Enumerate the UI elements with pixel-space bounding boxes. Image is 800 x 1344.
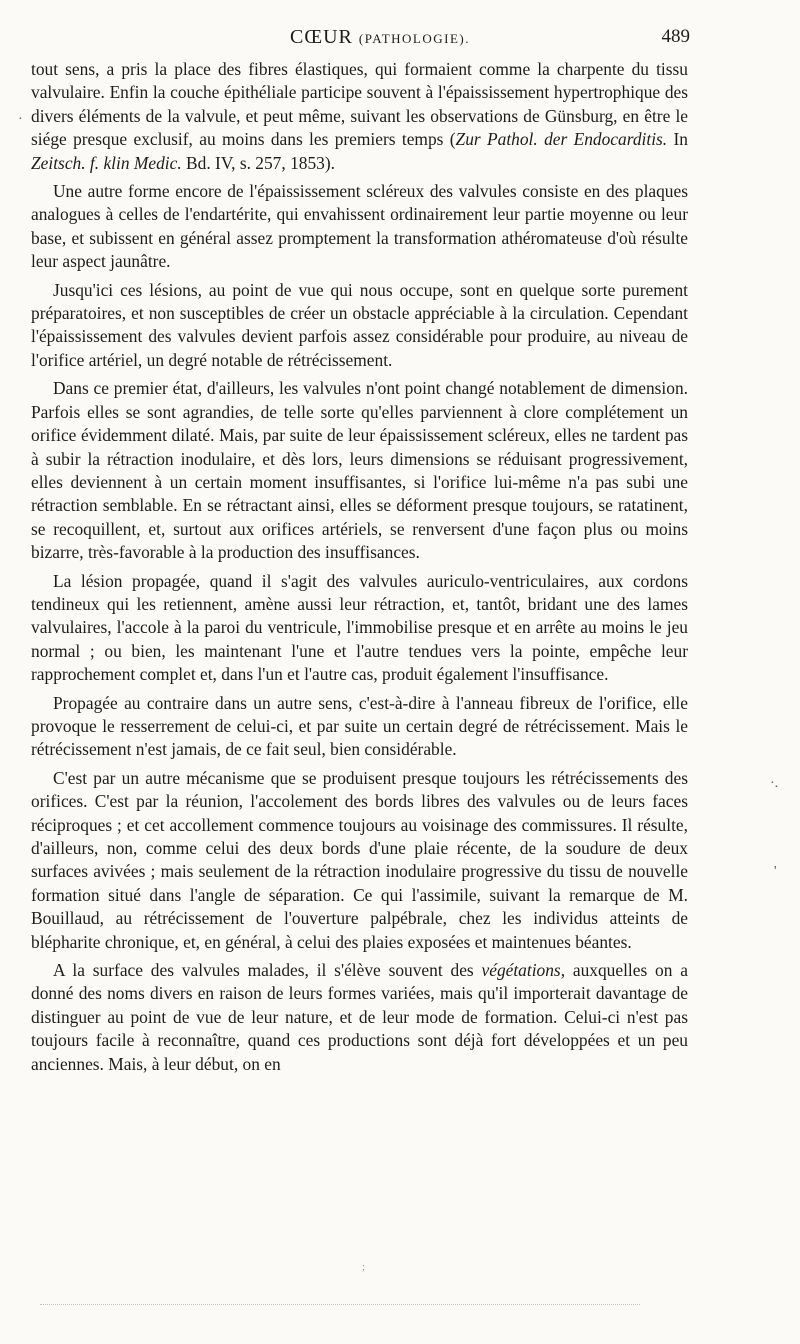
page-number: 489 <box>661 26 690 47</box>
margin-dot: ; <box>362 1262 365 1273</box>
text-segment: Une autre forme encore de l'épaississement scléreux des valvules consiste en des plaques analogues à celles de l'endartérite, qui envahissent ordinairement leur partie moyenne ou leur base, et subissent en général assez promptement la transformation athéromateuse d'où résulte leur aspect jaunâtre. <box>31 181 688 272</box>
paragraph <box>31 767 688 954</box>
italic-text-segment: Zeitsch. f. klin Medic. <box>31 152 182 173</box>
text-segment: Jusqu'ici ces lésions, au point de vue qui nous occupe, sont en quelque sorte purement préparatoires, et non susceptibles de créer un obstacle appréciable à la circulation. Cependant l'épaississement des valvules devient parfois assez considérable pour produire, au niveau de l'orifice artériel, un degré notable de rétrécissement. <box>31 279 688 370</box>
text-segment: C'est par un autre mécanisme que se produisent presque toujours les rétrécissements des orifices. C'est par la réunion, l'accolement des bords libres des valvules ou de leurs faces réciproques ; et cet accollement commence toujours au voisinage des commissures. Il résulte, d'ailleurs, non, comme celui des deux bords d'une plaie récente, de la soudure de deux surfaces avivées ; mais seulement de la rétraction inodulaire progressive du tissu de nouvelle formation situé dans l'angle de séparation. Ce qui l'assimile, suivant la remarque de M. Bouillaud, au rétrécissement de l'ouverture palpébrale, chez les individus atteints de blépharite chronique, et, en général, à celui des plaies exposées et maintenues béantes. <box>31 767 688 952</box>
italic-text-segment: végétations, <box>481 960 566 981</box>
text-segment: auxquelles on a donné des noms divers en raison de leurs formes variées, mais qu'il importerait davantage de distinguer au point de vue de leur nature, et de leur mode de formation. Celui-ci n'est pas toujours facile à reconnaître, quand ces productions sont déjà fort développées et un peu anciennes. Mais, à leur début, on en <box>31 960 688 1074</box>
page-header <box>30 26 690 52</box>
paragraph <box>31 58 688 175</box>
text-segment: Propagée au contraire dans un autre sens, c'est-à-dire à l'anneau fibreux de l'orifice, elle provoque le resserrement de celui-ci, et par suite un certain degré de rétrécissement. Mais le rétrécissement n'est jamais, de ce fait seul, bien considérable. <box>31 692 688 760</box>
paragraph <box>31 959 688 1076</box>
text-segment: In <box>667 129 688 150</box>
text-segment: Dans ce premier état, d'ailleurs, les valvules n'ont point changé notablement de dimension. Parfois elles se sont agrandies, de telle sorte qu'elles parviennent à clore complétement un orifice évidemment dilaté. Mais, par suite de leur épaississement scléreux, elles ne tardent pas à subir la rétraction inodulaire, et dès lors, leurs dimensions se réduisant progressivement, elles deviennent à un certain moment insuffisantes, si l'orifice lui-même n'a pas subi une rétraction semblable. En se rétractant ainsi, elles se déforment presque toujours, se ratatinent, se recoquillent, et, surtout aux orifices artériels, se renversent d'une façon plus ou moins bizarre, très-favorable à la production des insuffisances. <box>31 378 688 563</box>
text-segment: A la surface des valvules malades, il s'élève souvent des <box>53 960 482 981</box>
text-segment: tout sens, a pris la place des fibres élastiques, qui formaient comme la charpente du tissu valvulaire. Enfin la couche épithéliale participe souvent à l'épaississement hypertrophique des divers éléments de la valvule, et peut même, suivant les observations de Günsburg, en être le siége presque exclusif, au moins dans les premiers temps ( <box>31 59 688 150</box>
text-segment: La lésion propagée, quand il s'agit des valvules auriculo-ventriculaires, aux cordons tendineux qui les retiennent, amène aussi leur rétraction, et, tantôt, bridant une des lames valvulaires, l'accole à la paroi du ventricule, l'immobilise presque et en arrête au moins le jeu normal ; ou bien, les maintenant l'une et l'autre tendues vers la pointe, empêche leur rapprochement complet et, dans l'un et l'autre cas, produit également l'insuffisance. <box>31 570 688 685</box>
running-head-subtitle: (PATHOLOGIE). <box>358 31 470 46</box>
margin-dot: ' <box>774 864 777 879</box>
running-head <box>230 26 530 49</box>
text-segment: Bd. IV, s. 257, 1853). <box>181 152 335 173</box>
paragraph <box>31 692 688 762</box>
bottom-scan-noise <box>40 1302 640 1305</box>
paragraph <box>31 279 688 373</box>
margin-dot: ·. <box>770 776 779 791</box>
paragraph <box>31 180 688 274</box>
margin-dot: · <box>18 112 23 127</box>
paragraph <box>31 377 688 564</box>
italic-text-segment: Zur Pathol. der Endocarditis. <box>455 129 668 150</box>
paragraph <box>31 570 688 687</box>
running-head-title: CŒUR <box>289 26 359 48</box>
body-text <box>31 58 688 1076</box>
